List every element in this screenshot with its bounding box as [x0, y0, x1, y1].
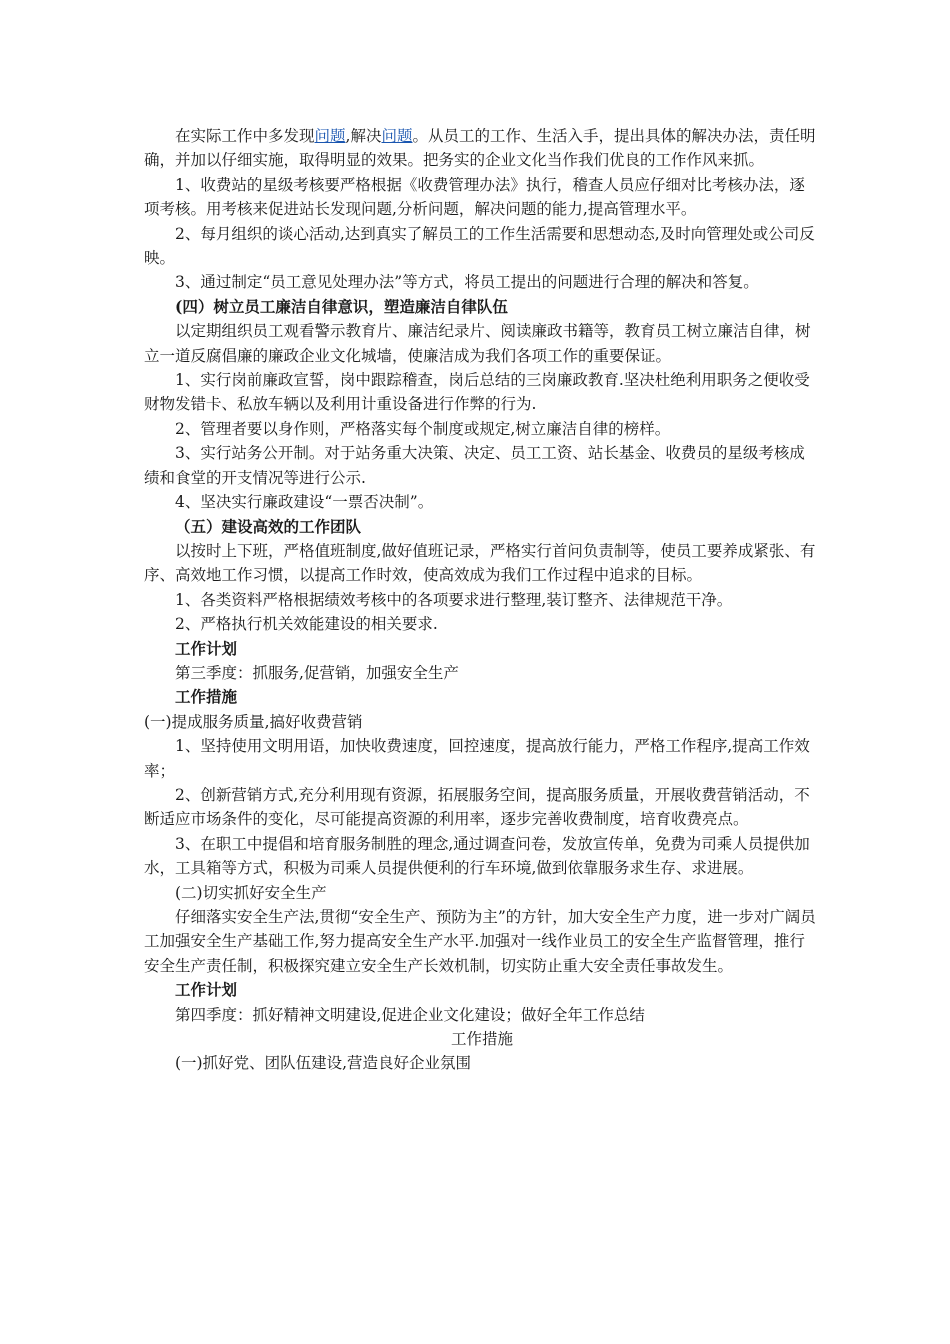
- body-paragraph: 1、各类资料严格根据绩效考核中的各项要求进行整理,装订整齐、法律规范干净。: [175, 590, 733, 609]
- document-page: [144, 124, 820, 1076]
- body-paragraph: 1、坚持使用文明用语，加快收费速度，回控速度，提高放行能力，严格工作程序,提高工作效率；: [144, 737, 810, 780]
- body-paragraph: 2、创新营销方式,充分利用现有资源，拓展服务空间，提高服务质量，开展收费营销活动，不断适应市场条件的变化，尽可能提高资源的利用率，逐步完善收费制度，培育收费亮点。: [144, 785, 810, 829]
- body-paragraph: 1、实行岗前廉政宣誓，岗中跟踪稽查，岗后总结的三岗廉政教育.坚决杜绝利用职务之便收受财物发错卡、私放车辆以及利用计重设备进行作弊的行为.: [144, 371, 810, 414]
- intro-text-1: 在实际工作中多发现: [175, 127, 315, 145]
- body-paragraph: 3、实行站务公开制。对于站务重大决策、决定、员工工资、站长基金、收费员的星级考核成绩和食堂的开支情况等进行公示.: [144, 444, 805, 487]
- section-heading: 工作计划: [175, 980, 238, 1000]
- body-paragraph: 3、在职工中提倡和培育服务制胜的理念,通过调查问卷，发放宣传单，免费为司乘人员提供加水，工具箱等方式，积极为司乘人员提供便利的行车环境,做到依靠服务求生存、求进展。: [144, 834, 810, 878]
- intro-paragraph: [144, 124, 820, 173]
- body-paragraph: 仔细落实安全生产法,贯彻“安全生产、预防为主”的方针，加大安全生产力度，进一步对广阔员工加强安全生产基础工作,努力提高安全生产水平.加强对一线作业员工的安全生产监督管理，推行安全生产责任制，积极探究建立安全生产长效机制，切实防止重大安全责任事故发生。: [144, 908, 816, 975]
- section-heading: 工作措施: [175, 687, 238, 707]
- body-paragraph: 4、坚决实行廉政建设“一票否决制”。: [175, 493, 434, 512]
- intro-text-2: ,解决: [345, 127, 382, 145]
- problem-link-1[interactable]: 问题: [314, 127, 346, 145]
- body-paragraph: (二)切实抓好安全生产: [175, 883, 327, 902]
- intro-text-3: 。从员工的工作、生活入手，提出具体的解决办法，责任明确，并加以仔细实施，取得明显的效果。把务实的企业文化当作我们优良的工作作风来抓。: [144, 127, 816, 170]
- section-heading: 工作计划: [175, 638, 238, 658]
- section-heading: （五）建设高效的工作团队: [175, 516, 362, 536]
- body-paragraph: 第三季度：抓服务,促营销，加强安全生产: [175, 663, 459, 682]
- body-paragraph: 以定期组织员工观看警示教育片、廉洁纪录片、阅读廉政书籍等，教育员工树立廉洁自律，树立一道反腐倡廉的廉政企业文化城墙，使廉洁成为我们各项工作的重要保证。: [144, 322, 811, 365]
- body-paragraph: (一)提成服务质量,搞好收费营销: [144, 712, 363, 731]
- paragraph-list: [144, 173, 820, 1076]
- section-heading: 工作措施: [450, 1030, 513, 1049]
- body-paragraph: 2、严格执行机关效能建设的相关要求.: [175, 615, 438, 634]
- body-paragraph: 3、通过制定“员工意见处理办法”等方式，将员工提出的问题进行合理的解决和答复。: [175, 273, 759, 292]
- body-paragraph: 第四季度：抓好精神文明建设,促进企业文化建设；做好全年工作总结: [175, 1005, 645, 1024]
- body-paragraph: 2、管理者要以身作则，严格落实每个制度或规定,树立廉洁自律的榜样。: [175, 419, 671, 438]
- body-paragraph: (一)抓好党、团队伍建设,营造良好企业氛围: [175, 1054, 472, 1073]
- body-paragraph: 2、每月组织的谈心活动,达到真实了解员工的工作生活需要和思想动态,及时向管理处或公司反映。: [144, 224, 815, 268]
- body-paragraph: 以按时上下班，严格值班制度,做好值班记录，严格实行首问负责制等，使员工要养成紧张、有序、高效地工作习惯，以提高工作时效，使高效成为我们工作过程中追求的目标。: [144, 541, 816, 585]
- section-heading: (四）树立员工廉洁自律意识，塑造廉洁自律队伍: [175, 296, 508, 316]
- problem-link-2[interactable]: 问题: [381, 127, 413, 145]
- body-paragraph: 1、收费站的星级考核要严格根据《收费管理办法》执行，稽查人员应仔细对比考核办法，逐项考核。用考核来促进站长发现问题,分析问题，解决问题的能力,提高管理水平。: [144, 175, 805, 219]
